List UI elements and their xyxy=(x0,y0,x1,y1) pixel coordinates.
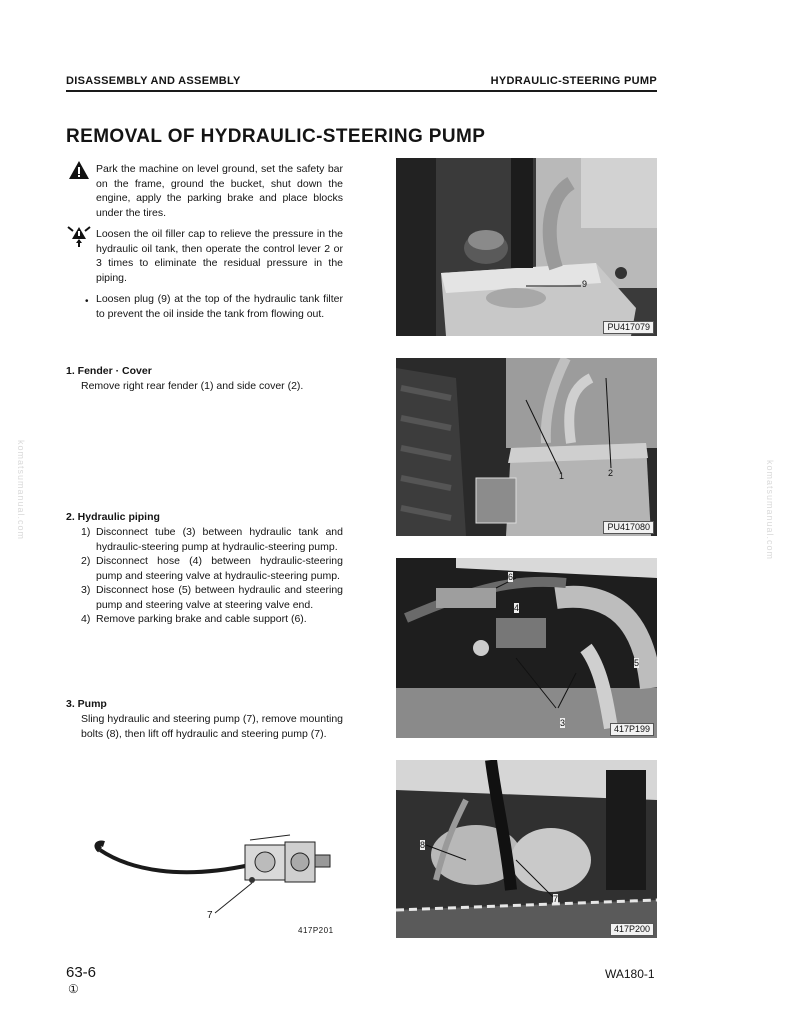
pressure-release-icon xyxy=(66,224,92,248)
drawing-callout-7: 7 xyxy=(207,910,213,921)
photo-fender-cover xyxy=(396,358,657,536)
callout-3: 3 xyxy=(560,718,566,728)
piping-step: 1) Disconnect tube (3) between hydraulic tank and hydraulic-steering pump at hydraulic-steering pump. xyxy=(81,526,343,553)
model-name: WA180-1 xyxy=(605,967,655,981)
section-pump-text: Sling hydraulic and steering pump (7), remove mounting bolts (8), then lift off hydraulic and steering pump (7). xyxy=(81,713,343,740)
piping-step: 4) Remove parking brake and cable support (6). xyxy=(81,613,307,625)
piping-step: 2) Disconnect hose (4) between hydraulic-steering pump and steering valve at hydraulic-steering pump. xyxy=(81,555,343,582)
page-number: 63-6 xyxy=(66,964,97,981)
watermark-right: komatsumanual.com xyxy=(765,460,775,561)
warning-text: Park the machine on level ground, set the safety bar on the frame, ground the bucket, shut down the engine, apply the parking brake and place blocks under the tires. xyxy=(96,163,343,219)
watermark-left: komatsumanual.com xyxy=(16,440,26,541)
page-title: REMOVAL OF HYDRAULIC-STEERING PUMP xyxy=(66,126,486,147)
photo-hydraulic-tank-filter xyxy=(396,158,657,336)
section-pump-heading: 3. Pump xyxy=(66,698,107,710)
callout-4: 4 xyxy=(514,603,520,613)
drawing-code: 417P201 xyxy=(298,926,334,935)
header-rule xyxy=(66,90,657,92)
photo3-code: 417P199 xyxy=(610,723,654,736)
header-right: HYDRAULIC-STEERING PUMP xyxy=(490,75,657,87)
callout-8: 8 xyxy=(420,840,426,850)
pump-drawing xyxy=(90,820,350,940)
section-fender-heading: 1. Fender · Cover xyxy=(66,365,152,377)
callout-2: 2 xyxy=(608,468,614,478)
pressure-text: Loosen the oil filler cap to relieve the pressure in the hydraulic oil tank, then operate the control lever 2 or 3 times to eliminate the residual pressure in the piping. xyxy=(96,228,343,284)
revision-mark: ① xyxy=(68,982,79,996)
photo4-code: 417P200 xyxy=(610,923,654,936)
callout-6: 6 xyxy=(508,572,514,582)
piping-step: 3) Disconnect hose (5) between hydraulic and steering pump and steering valve at steering valve end. xyxy=(81,584,343,611)
header-left: DISASSEMBLY AND ASSEMBLY xyxy=(66,75,241,87)
photo-hydraulic-piping xyxy=(396,558,657,738)
callout-1: 1 xyxy=(559,471,565,481)
piping-steps xyxy=(81,525,343,627)
callout-5: 5 xyxy=(634,658,640,668)
photo2-code: PU417080 xyxy=(603,521,654,534)
callout-7: 7 xyxy=(553,894,559,904)
bullet-icon: • xyxy=(85,296,89,307)
photo1-code: PU417079 xyxy=(603,321,654,334)
section-fender-text: Remove right rear fender (1) and side cover (2). xyxy=(81,380,304,392)
warning-triangle-icon xyxy=(68,160,92,182)
section-piping-heading: 2. Hydraulic piping xyxy=(66,511,160,523)
photo-pump-removal xyxy=(396,760,657,938)
bullet-text: Loosen plug (9) at the top of the hydraulic tank filter to prevent the oil inside the tank from flowing out. xyxy=(96,293,343,320)
callout-9: 9 xyxy=(582,279,588,289)
